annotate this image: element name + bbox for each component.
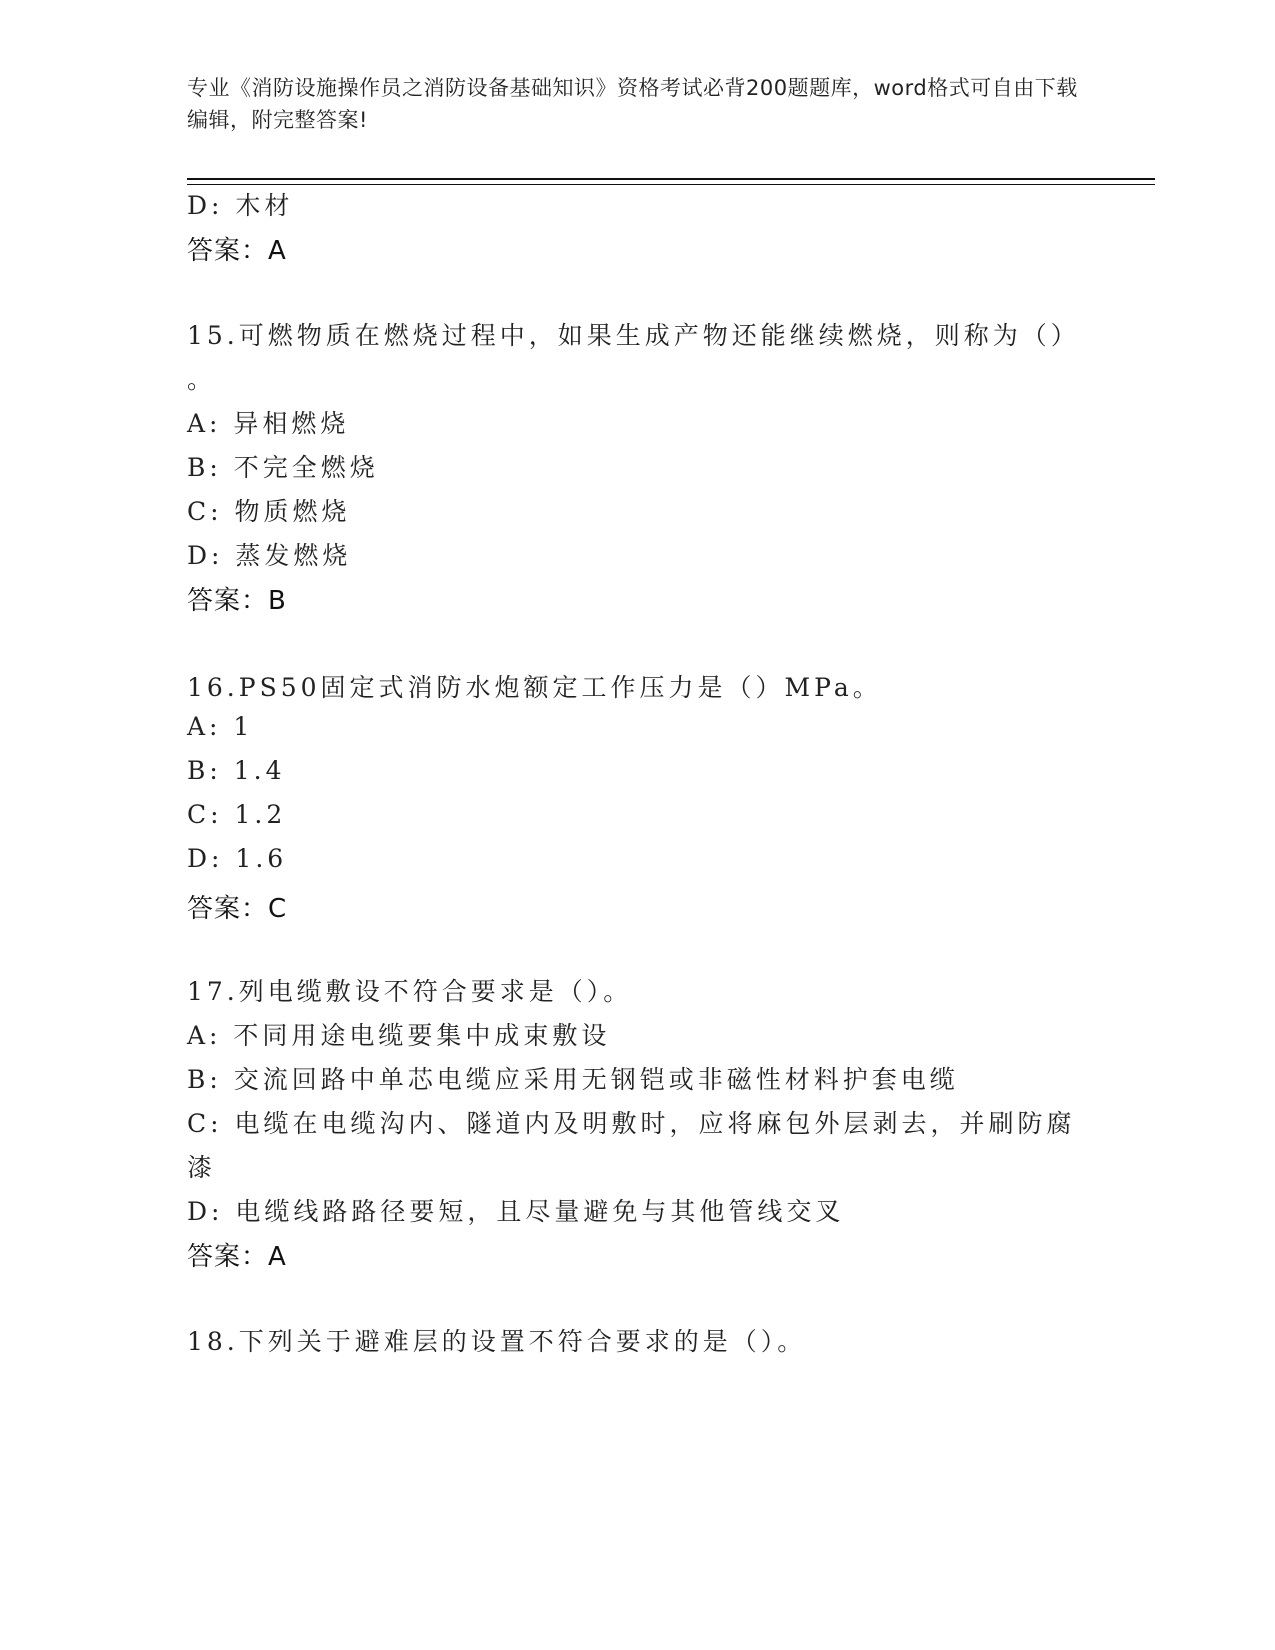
question-15-stem: 15.可燃物质在燃烧过程中，如果生成产物还能继续燃烧，则称为（） [187,321,1080,350]
question-17-option-a: A: 不同用途电缆要集中成束敷设 [187,1021,611,1050]
question-16-stem: 16.PS50固定式消防水炮额定工作压力是（）MPa。 [187,673,882,702]
question-17-option-d: D: 电缆线路路径要短，且尽量避免与其他管线交叉 [187,1197,845,1226]
question-16-answer: 答案：C [187,894,288,924]
question-17-option-c: C: 电缆在电缆沟内、隧道内及明敷时，应将麻包外层剥去，并刷防腐 [187,1109,1076,1138]
question-16-option-b: B: 1.4 [187,756,286,785]
question-15-option-a: A: 异相燃烧 [187,409,350,438]
question-17-option-c-cont: 漆 [187,1153,217,1182]
question-15-option-c: C: 物质燃烧 [187,497,351,526]
header-rule-thick [187,178,1155,180]
question-17-stem: 17.列电缆敷设不符合要求是（）。 [187,977,633,1006]
question-17-option-b: B: 交流回路中单芯电缆应采用无钢铠或非磁性材料护套电缆 [187,1065,959,1094]
question-17-answer: 答案：A [187,1242,287,1272]
question-15-option-b: B: 不完全燃烧 [187,453,379,482]
option-d-prev: D: 木材 [187,191,294,220]
answer-prev: 答案：A [187,236,287,266]
question-16-option-d: D: 1.6 [187,844,288,873]
question-15-stem-cont: 。 [187,365,217,394]
question-15-answer: 答案：B [187,586,287,616]
question-15-option-d: D: 蒸发燃烧 [187,541,352,570]
document-header-note: 专业《消防设施操作员之消防设备基础知识》资格考试必背200题题库，word格式可自由下载编辑，附完整答案! [187,76,1078,132]
question-16-option-c: C: 1.2 [187,800,287,829]
question-18-stem: 18.下列关于避难层的设置不符合要求的是（）。 [187,1327,807,1356]
header-rule-thin [187,184,1155,185]
question-16-option-a: A: 1 [187,712,254,741]
